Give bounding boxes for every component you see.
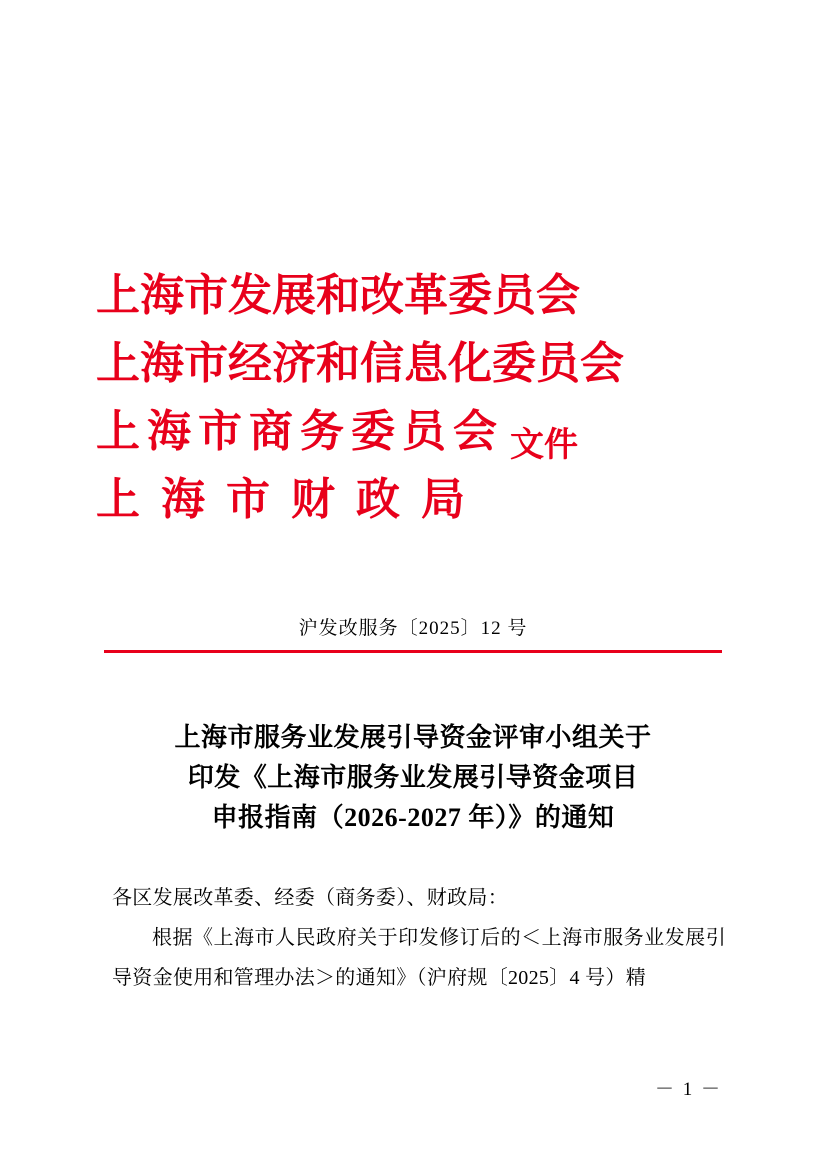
letterhead-row-4 <box>96 466 730 534</box>
letterhead-line-2: 上海市经济和信息化委员会 <box>96 339 624 388</box>
page-title-line-3: 申报指南（2026-2027 年）》的通知 <box>211 803 615 832</box>
page-title <box>118 718 708 838</box>
letterhead-row-3 <box>96 398 730 466</box>
page-title-line-2: 印发《上海市服务业发展引导资金项目 <box>187 763 639 792</box>
document-body <box>112 878 726 998</box>
page-number: － 1 － <box>654 1079 722 1100</box>
page-title-line-1: 上海市服务业发展引导资金评审小组关于 <box>174 723 652 752</box>
letterhead-row-2 <box>96 330 730 398</box>
letterhead-line-3: 上海市商务委员会 <box>96 407 504 456</box>
recipients-line: 各区发展改革委、经委（商务委）、财政局： <box>112 887 508 909</box>
document-number: 沪发改服务〔2025〕12 号 <box>298 618 528 639</box>
body-paragraph-1: 根据《上海市人民政府关于印发修订后的＜上海市服务业发展引导资金使用和管理办法＞的通知》（沪府规〔2025〕4 号）精 <box>112 927 726 989</box>
letterhead-wenjian-label: 文件 <box>510 427 578 464</box>
letterhead-line-1: 上海市发展和改革委员会 <box>96 271 580 320</box>
letterhead-row-1 <box>96 262 730 330</box>
letterhead <box>0 262 826 534</box>
letterhead-line-4: 上海市财政局 <box>96 475 486 524</box>
red-divider-rule <box>104 650 722 653</box>
